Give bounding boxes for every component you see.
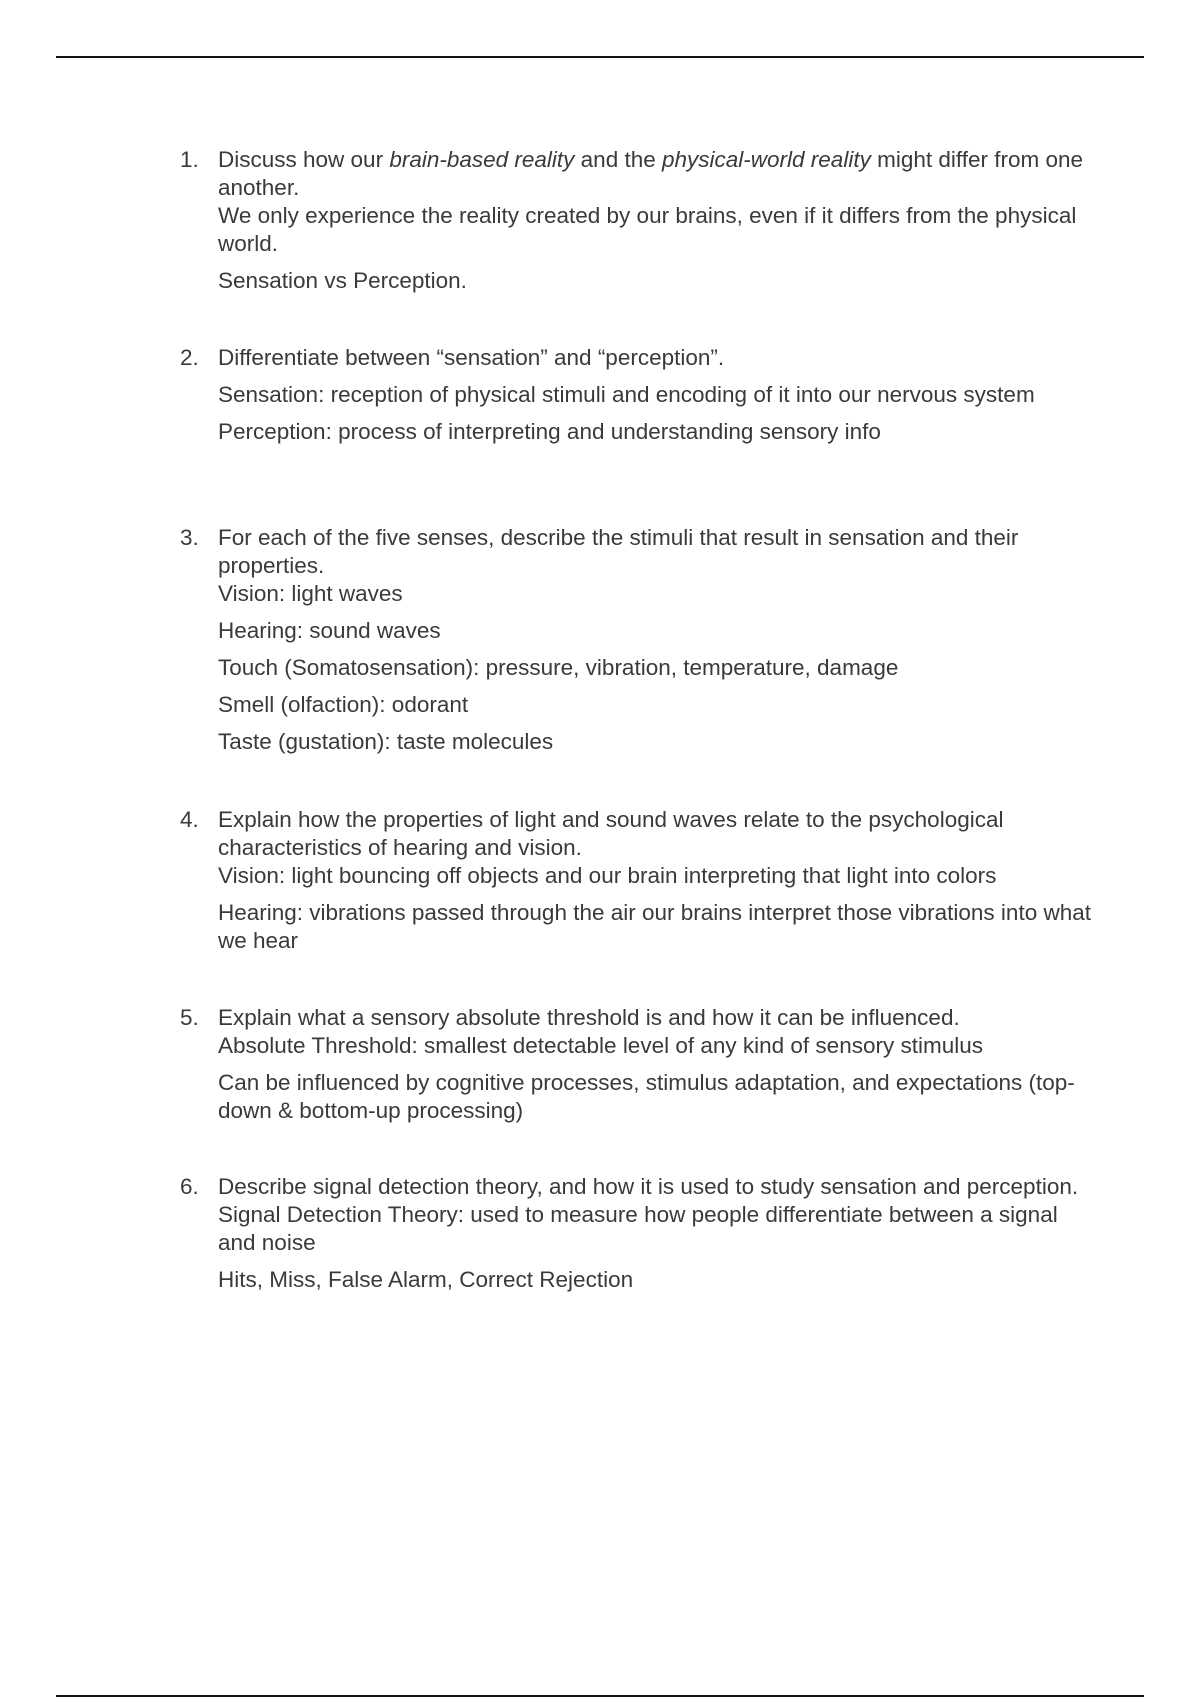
answer-line: Hits, Miss, False Alarm, Correct Rejection <box>218 1267 634 1292</box>
question-number: 5. <box>180 1005 199 1030</box>
question-text: Describe signal detection theory, and how it is used to study sensation and perception. <box>218 1174 1079 1199</box>
question-item-4 <box>180 806 1100 955</box>
question-item-6 <box>180 1173 1100 1294</box>
answer-line: Taste (gustation): taste molecules <box>218 729 554 754</box>
question-number: 2. <box>180 345 199 370</box>
answer-line: Sensation vs Perception. <box>218 268 467 293</box>
question-text: Differentiate between “sensation” and “perception”. <box>218 345 725 370</box>
answer-line: Sensation: reception of physical stimuli and encoding of it into our nervous system <box>218 382 1035 407</box>
answer-line: We only experience the reality created by our brains, even if it differs from the physical world. <box>218 203 1077 256</box>
answer-line: Touch (Somatosensation): pressure, vibration, temperature, damage <box>218 655 899 680</box>
question-body <box>218 806 1100 955</box>
question-item-5 <box>180 1004 1100 1125</box>
question-text: For each of the five senses, describe the stimuli that result in sensation and their properties. <box>218 525 1019 578</box>
question-body <box>218 1173 1100 1294</box>
question-text: Discuss how our brain-based reality and the physical-world reality might differ from one another. <box>218 147 1084 200</box>
answer-line: Vision: light waves <box>218 581 403 606</box>
answer-line: Absolute Threshold: smallest detectable level of any kind of sensory stimulus <box>218 1033 983 1058</box>
question-text: Explain what a sensory absolute threshold is and how it can be influenced. <box>218 1005 960 1030</box>
question-body <box>218 524 1100 756</box>
question-item-1 <box>180 146 1100 295</box>
emphasis-physical-world-reality: physical-world reality <box>662 147 871 172</box>
question-body <box>218 1004 1100 1125</box>
answer-line: Can be influenced by cognitive processes, stimulus adaptation, and expectations (top-down & bottom-up processing) <box>218 1070 1075 1123</box>
question-body <box>218 146 1100 295</box>
footer-rule <box>56 1695 1144 1697</box>
header-rule <box>56 56 1144 58</box>
answer-line: Hearing: vibrations passed through the air our brains interpret those vibrations into what we hear <box>218 900 1091 953</box>
question-number: 6. <box>180 1174 199 1199</box>
answer-line: Signal Detection Theory: used to measure how people differentiate between a signal and noise <box>218 1202 1058 1255</box>
answer-line: Vision: light bouncing off objects and our brain interpreting that light into colors <box>218 863 997 888</box>
question-number: 4. <box>180 807 199 832</box>
answer-line: Perception: process of interpreting and understanding sensory info <box>218 419 881 444</box>
question-text: Explain how the properties of light and sound waves relate to the psychological characteristics of hearing and vision. <box>218 807 1004 860</box>
emphasis-brain-based-reality: brain-based reality <box>389 147 575 172</box>
question-item-2 <box>180 344 1100 446</box>
question-number: 1. <box>180 147 199 172</box>
answer-line: Hearing: sound waves <box>218 618 441 643</box>
answer-line: Smell (olfaction): odorant <box>218 692 469 717</box>
question-item-3 <box>180 524 1100 756</box>
question-number: 3. <box>180 525 199 550</box>
question-body <box>218 344 1100 446</box>
